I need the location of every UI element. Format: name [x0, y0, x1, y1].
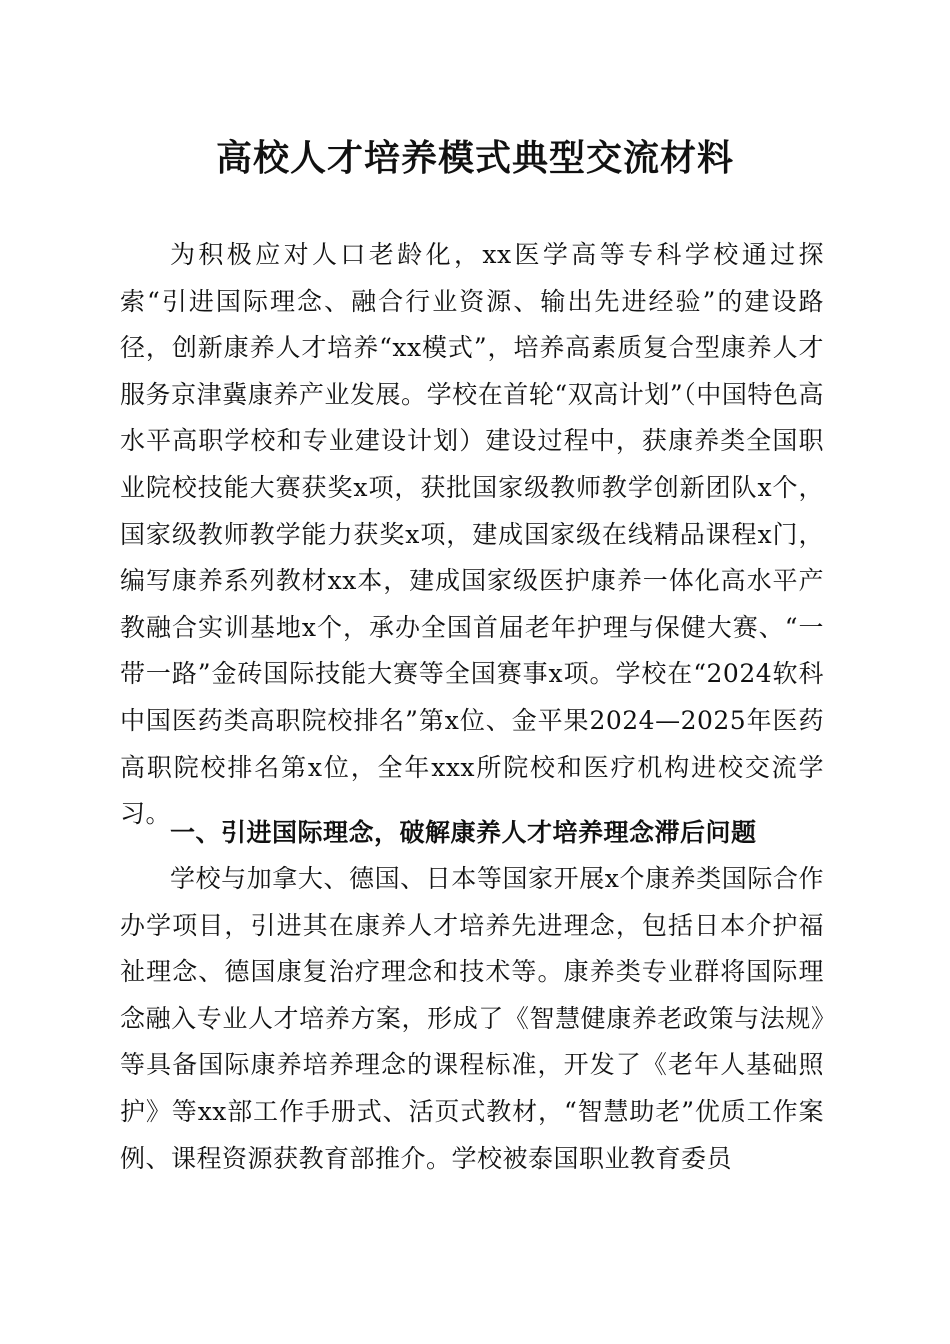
intro-paragraph: 为积极应对人口老龄化，xx医学高等专科学校通过探索“引进国际理念、融合行业资源、输出先进经验”的建设路径，创新康养人才培养“xx模式”，培养高素质复合型康养人才服务京津冀康养产业发展。学校在首轮“双高计划”（中国特色高水平高职学校和专业建设计划）建设过程中，获康养类全国职业院校技能大赛获奖x项，获批国家级教师教学创新团队x个，国家级教师教学能力获奖x项，建成国家级在线精品课程x门，编写康养系列教材xx本，建成国家级医护康养一体化高水平产教融合实训基地x个，承办全国首届老年护理与保健大赛、“一带一路”金砖国际技能大赛等全国赛事x项。学校在“2024软科中国医药类高职院校排名”第x位、金平果2024—2025年医药高职院校排名第x位，全年xxx所院校和医疗机构进校交流学习。	[120, 240, 824, 829]
document-title: 高校人才培养模式典型交流材料	[215, 137, 734, 179]
intro-section	[120, 232, 824, 838]
section-body	[120, 856, 824, 1182]
section-paragraph: 学校与加拿大、德国、日本等国家开展x个康养类国际合作办学项目，引进其在康养人才培养先进理念，包括日本介护福祉理念、德国康复治疗理念和技术等。康养类专业群将国际理念融入专业人才培养方案，形成了《智慧健康养老政策与法规》等具备国际康养培养理念的课程标准，开发了《老年人基础照护》等xx部工作手册式、活页式教材，“智慧助老”优质工作案例、课程资源获教育部推介。学校被泰国职业教育委员	[120, 864, 824, 1173]
section-heading: 一、引进国际理念，破解康养人才培养理念滞后问题	[170, 818, 757, 847]
